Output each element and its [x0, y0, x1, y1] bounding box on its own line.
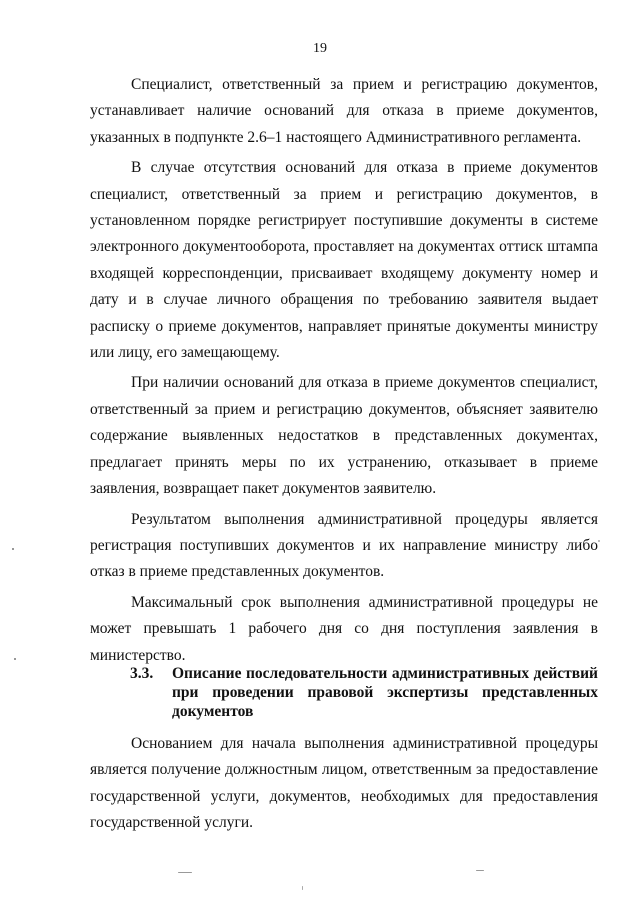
paragraph-result: Результатом выполнения административной процедуры является регистрация поступивших документов и их направление министру либо отказ в приеме представленных документов. [90, 510, 598, 581]
section-number: 3.3. [130, 665, 154, 682]
scan-speck [476, 870, 484, 871]
page-number: 19 [313, 41, 327, 56]
paragraph-refusal: При наличии оснований для отказа в приеме документов специалист, ответственный за прием и регистрацию документов, объясняет заявителю содержание выявленных недостатков в представленных документах, предлагает принять меры по их устранению, отказывает в приеме заявления, возвращает пакет документов заявителю. [90, 374, 598, 498]
paragraph-procedure-basis: Основанием для начала выполнения административной процедуры является получение должностным лицом, ответственным за предоставление государственной услуги, документов, необходимых для предоставления государственной услуги. [90, 735, 598, 832]
scan-speck [598, 540, 600, 542]
paragraph-registration: В случае отсутствия оснований для отказа в приеме документов специалист, ответственный за прием и регистрацию документов, в установленном порядке регистрирует поступившие документы в системе электронного документооборота, проставляет на документах оттиск штампа входящей корреспонденции, присваивает входящему документу номер и дату и в случае личного обращения по требованию заявителя выдает расписку о приеме документов, направляет принятые документы министру или лицу, его замещающему. [90, 159, 598, 362]
section-heading [130, 664, 598, 721]
paragraph-max-term: Максимальный срок выполнения административной процедуры не может превышать 1 рабочего дня со дня поступления заявления в министерство. [90, 593, 598, 664]
body-text [90, 72, 598, 669]
scan-speck [302, 886, 303, 890]
section-title: Описание последовательности административных действий при проведении правовой экспертизы представленных документов [172, 665, 598, 720]
scan-speck [12, 548, 14, 550]
scan-speck [14, 658, 16, 660]
scan-speck [178, 872, 192, 873]
paragraph-reception-check: Специалист, ответственный за прием и регистрацию документов, устанавливает наличие оснований для отказа в приеме документов, указанных в подпункте 2.6–1 настоящего Административного регламента. [90, 76, 598, 146]
section-body-text [90, 731, 598, 837]
